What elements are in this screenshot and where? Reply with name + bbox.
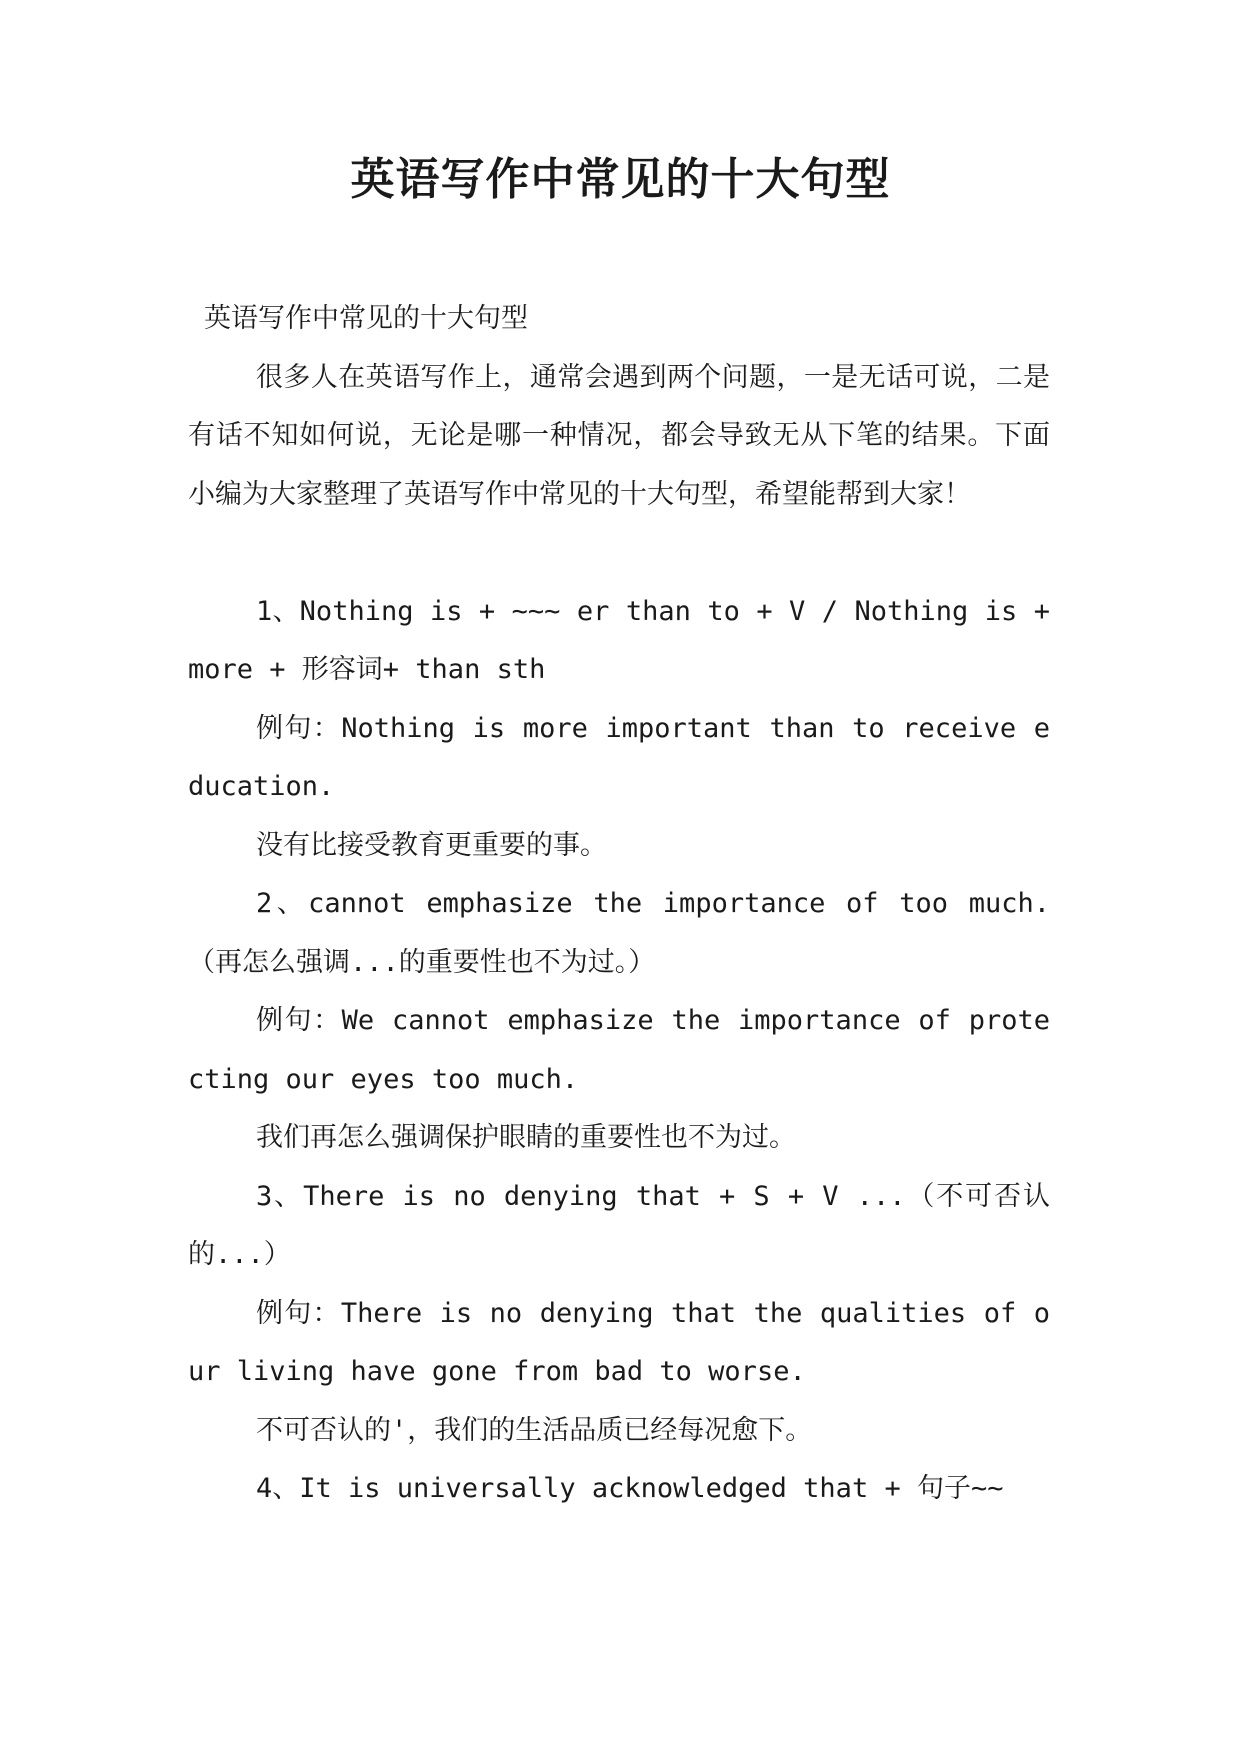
pattern-1: 1、Nothing is + ~~~ er than to + V / Nothing is + more + 形容词+ than sth xyxy=(188,595,1050,685)
pattern-3: 3、There is no denying that + S + V ...（不可否认的...） xyxy=(188,1180,1050,1270)
paragraph-spacer xyxy=(188,524,1050,583)
translation-3: 不可否认的'，我们的生活品质已经每况愈下。 xyxy=(256,1414,813,1446)
translation-1: 没有比接受教育更重要的事。 xyxy=(256,829,607,861)
document-subtitle: 英语写作中常见的十大句型 xyxy=(204,303,528,334)
example-3: 例句：There is no denying that the qualities of our living have gone from bad to worse. xyxy=(188,1297,1050,1387)
document-body xyxy=(188,290,1050,1519)
pattern-2: 2、cannot emphasize the importance of too much.（再怎么强调...的重要性也不为过。） xyxy=(188,888,1050,978)
document-title: 英语写作中常见的十大句型 xyxy=(350,154,891,205)
example-2: 例句：We cannot emphasize the importance of protecting our eyes too much. xyxy=(188,1005,1050,1095)
translation-2: 我们再怎么强调保护眼睛的重要性也不为过。 xyxy=(256,1122,796,1153)
intro-paragraph: 很多人在英语写作上，通常会遇到两个问题，一是无话可说，二是有话不知如何说，无论是哪一种情况，都会导致无从下笔的结果。下面小编为大家整理了英语写作中常见的十大句型，希望能帮到大家！ xyxy=(188,361,1050,510)
pattern-4: 4、It is universally acknowledged that + 句子~~ xyxy=(256,1473,1004,1504)
example-1: 例句：Nothing is more important than to receive education. xyxy=(188,712,1050,802)
